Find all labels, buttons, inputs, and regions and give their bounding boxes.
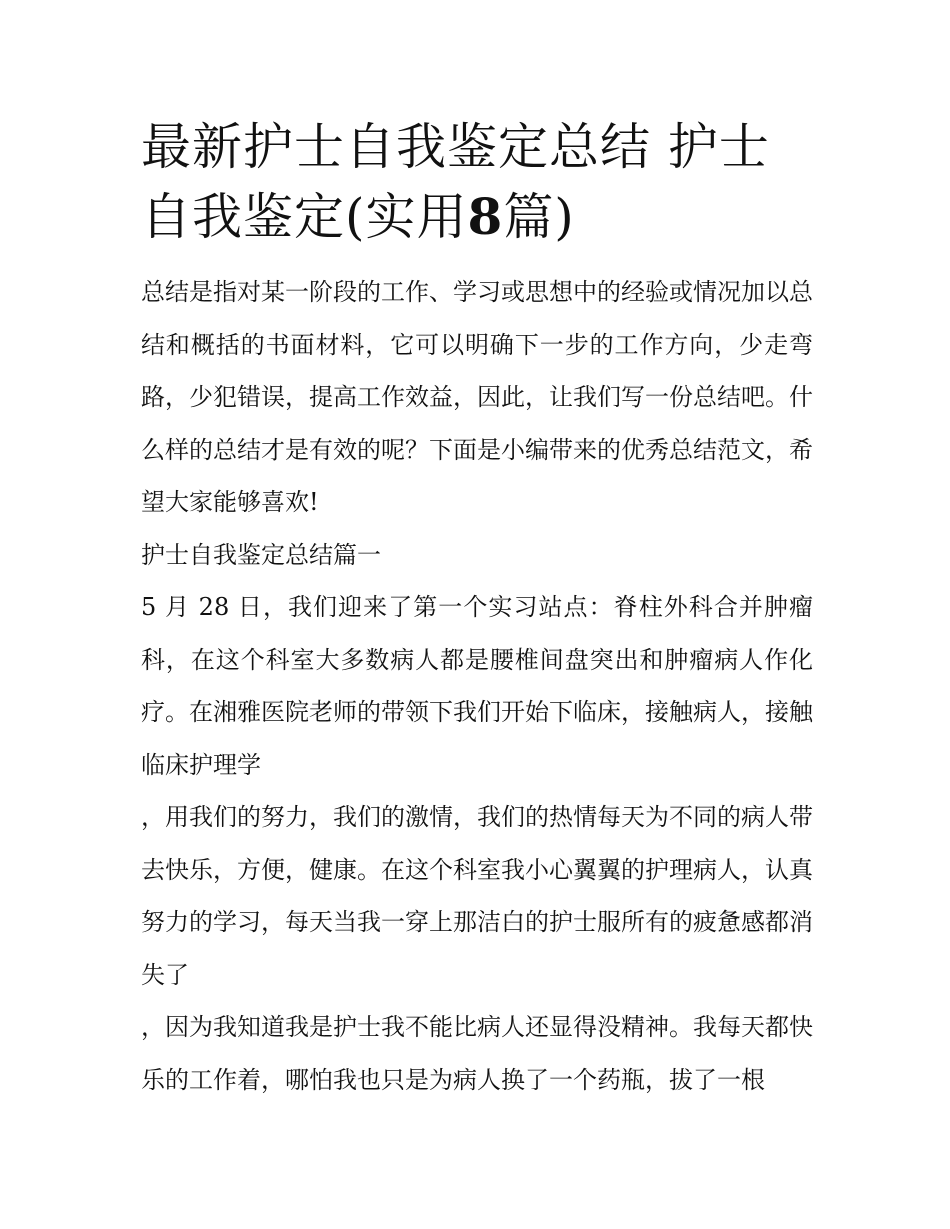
section-heading: 护士自我鉴定总结篇一 (141, 540, 381, 569)
intro-paragraph: 总结是指对某一阶段的工作、学习或思想中的经验或情况加以总结和概括的书面材料，它可以明确下一步的工作方向，少走弯路，少犯错误，提高工作效益，因此，让我们写一份总结吧。什么样的总结才是有效的呢？下面是小编带来的优秀总结范文，希望大家能够喜欢! (141, 278, 813, 516)
body-paragraph-3: ，因为我知道我是护士我不能比病人还显得没精神。我每天都快乐的工作着，哪怕我也只是为病人换了一个药瓶，拔了一根 (141, 1013, 813, 1094)
title-text-main: 最新护士自我鉴定总结 护士自我鉴定(实用 (141, 118, 770, 246)
body-paragraph-1: 5 月 28 日，我们迎来了第一个实习站点：脊柱外科合并肿瘤科，在这个科室大多数病人都是腰椎间盘突出和肿瘤病人作化疗。在湘雅医院老师的带领下我们开始下临床，接触病人，接触临床护理学 (141, 593, 813, 779)
body-paragraph-2: ，用我们的努力，我们的激情，我们的热情每天为不同的病人带去快乐，方便，健康。在这个科室我小心翼翼的护理病人，认真努力的学习，每天当我一穿上那洁白的护士服所有的疲惫感都消失了 (141, 803, 813, 989)
title-number: 8 (467, 187, 504, 246)
title-text-end: 篇) (503, 188, 575, 246)
document-body (141, 112, 813, 1106)
document-title (141, 112, 813, 252)
